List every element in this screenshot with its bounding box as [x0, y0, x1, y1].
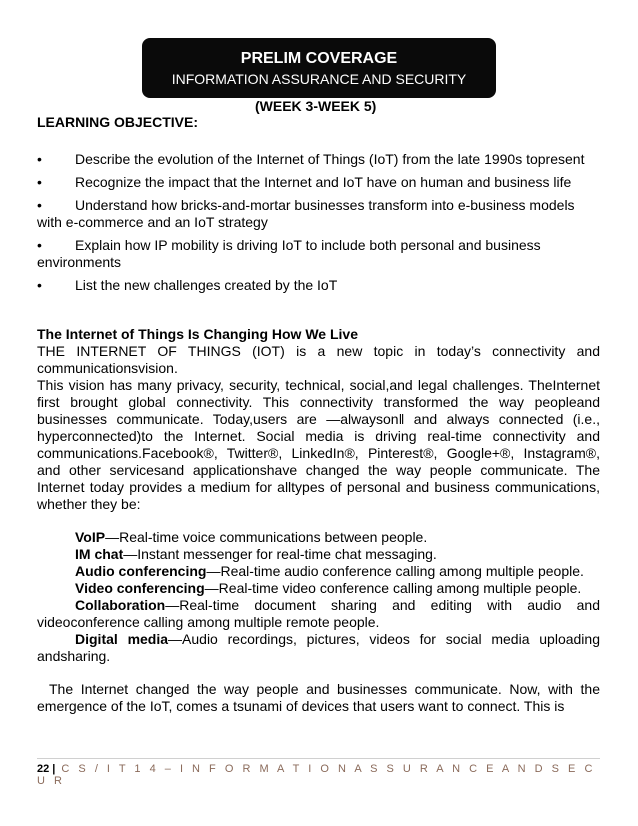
bullet-icon: • — [37, 237, 42, 253]
definition-term: IM chat — [75, 546, 124, 562]
coverage-banner — [142, 38, 496, 98]
page-content — [37, 114, 600, 729]
definition-item — [37, 631, 600, 665]
week-range: (WEEK 3-WEEK 5) — [255, 98, 377, 114]
objective-item: • Describe the evolution of the Internet of Things (IoT) from the late 1990s topresent — [37, 151, 585, 167]
definition-desc: —Instant messenger for real-time chat messaging. — [123, 546, 437, 562]
page-footer — [37, 758, 600, 787]
objective-item: • Understand how bricks-and-mortar businesses transform into e-business models with e-commerce and an IoT strategy — [37, 197, 575, 230]
definition-desc: —Real-time video conference calling among multiple people. — [204, 580, 582, 596]
definition-item — [37, 563, 600, 580]
closing-paragraph: The Internet changed the way people and businesses communicate. Now, with the emergence of the IoT, comes a tsunami of devices that users want to connect. This is — [37, 681, 600, 714]
definition-term: Video conferencing — [75, 580, 205, 596]
bullet-icon: • — [37, 277, 42, 293]
definition-item — [37, 597, 600, 631]
intro-paragraph: THE INTERNET OF THINGS (IOT) is a new topic in today’s connectivity and communicationsvision. — [37, 343, 600, 376]
definition-desc: —Real-time audio conference calling among multiple people. — [206, 563, 584, 579]
definition-item — [37, 546, 600, 563]
definition-desc: —Real-time voice communications between people. — [105, 529, 428, 545]
definition-term: VoIP — [75, 529, 106, 545]
definition-item — [37, 580, 600, 597]
definition-item — [37, 529, 600, 546]
learning-objective-heading: LEARNING OBJECTIVE: — [37, 114, 199, 130]
definition-term: Audio conferencing — [75, 563, 207, 579]
definition-desc: —Real-time document sharing and editing with audio and videoconference calling among multiple remote people. — [37, 597, 600, 630]
objective-item: • List the new challenges created by the IoT — [37, 277, 338, 293]
bullet-icon: • — [37, 151, 42, 167]
body-paragraph: This vision has many privacy, security, technical, social,and legal challenges. TheInternet first brought global connectivity. This connectivity transformed the way peopleand businesses communicate. Today,users are ―alwaysonǁ and always connected (i.e., hyperconnected)to the Internet. Social media is driving real-time connectivity and communications.Facebook®, Twitter®, LinkedIn®, Pinterest®, Google+®, Instagram®, and other servicesand applicationshave changed the way people communicate. The Internet today provides a medium for alltypes of personal and business communications, whether they be: — [37, 377, 600, 512]
page-number: 22 | — [37, 763, 56, 775]
course-label: C S / I T 1 4 – I N F O R M A T I O N A S S U R A N C E A N D S E C U R — [37, 763, 596, 787]
bullet-icon: • — [37, 197, 42, 213]
banner-title: PRELIM COVERAGE — [240, 50, 398, 67]
objective-list — [37, 151, 600, 294]
objective-item: • Recognize the impact that the Internet and IoT have on human and business life — [37, 174, 572, 190]
section-title: The Internet of Things Is Changing How We Live — [37, 326, 358, 342]
communication-types-list — [37, 529, 600, 665]
definition-desc: —Audio recordings, pictures, videos for social media uploading andsharing. — [37, 631, 600, 664]
bullet-icon: • — [37, 174, 42, 190]
banner-subtitle: INFORMATION ASSURANCE AND SECURITY — [171, 71, 467, 87]
objective-item: • Explain how IP mobility is driving IoT to include both personal and business environments — [37, 237, 541, 270]
definition-term: Collaboration — [75, 597, 166, 613]
definition-term: Digital media — [75, 631, 169, 647]
